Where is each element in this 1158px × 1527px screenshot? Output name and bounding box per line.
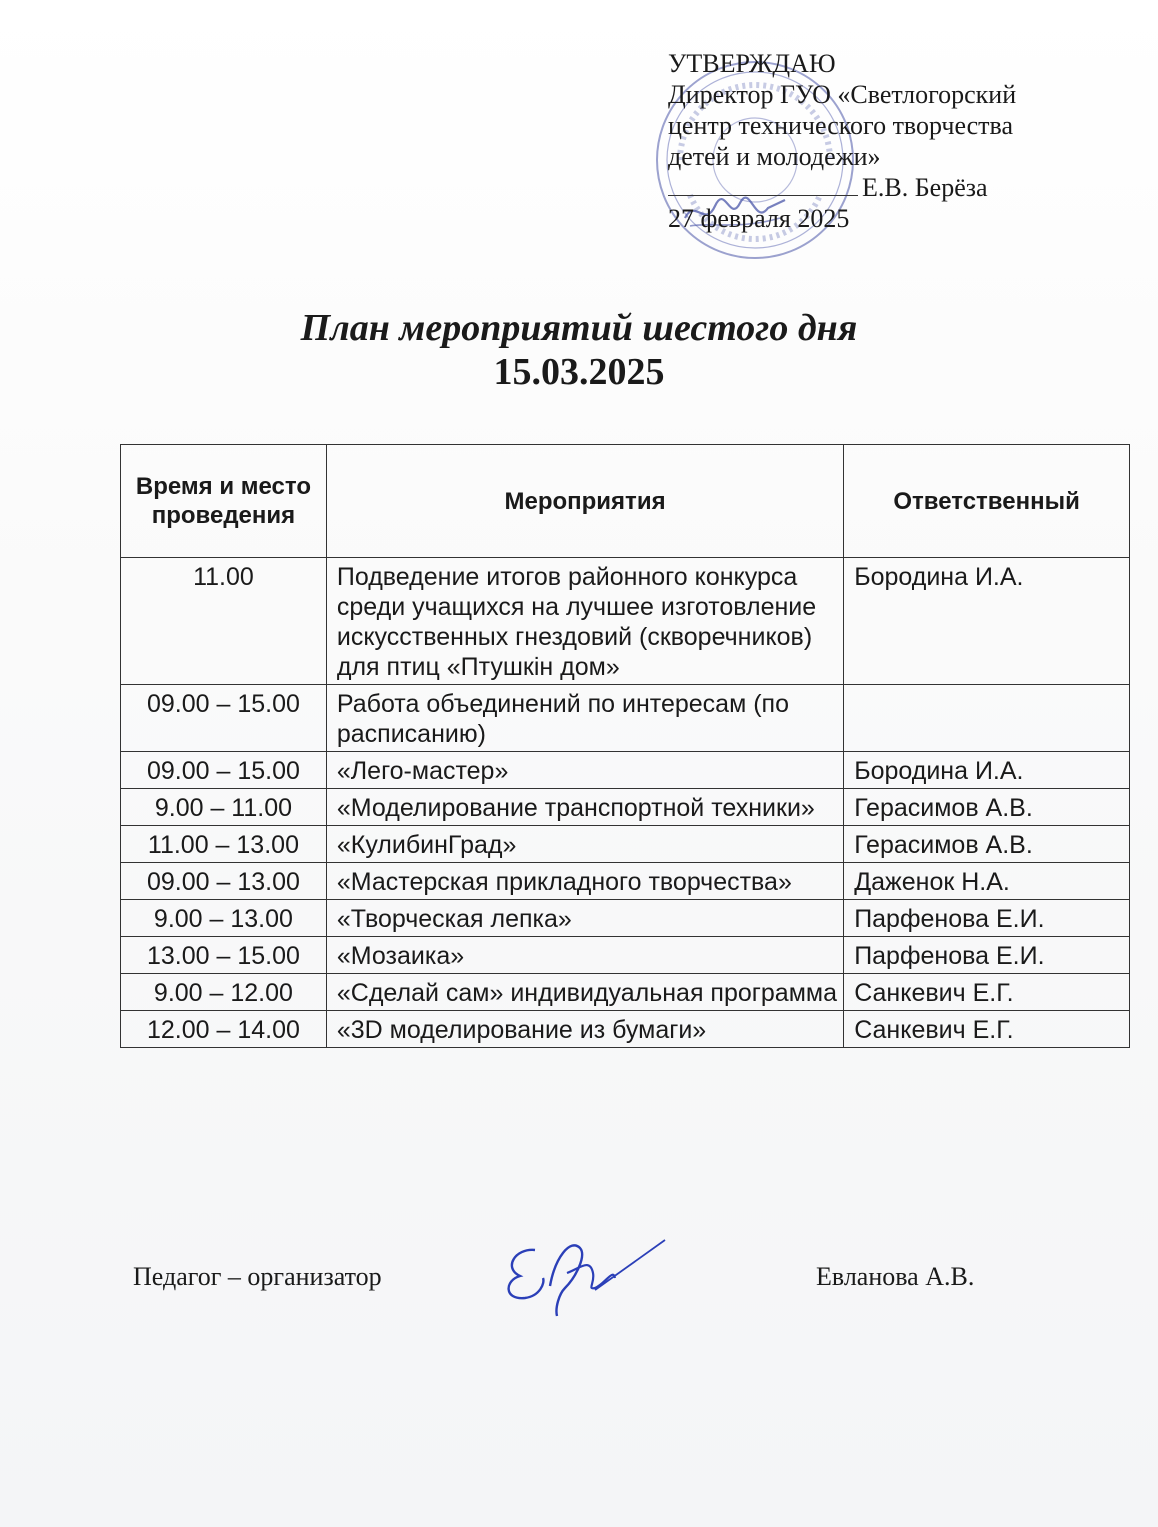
- cell-time: 9.00 – 13.00: [121, 900, 327, 937]
- cell-time: 9.00 – 11.00: [121, 789, 327, 826]
- cell-event: «КулибинГрад»: [326, 826, 843, 863]
- cell-event: «3D моделирование из бумаги»: [326, 1011, 843, 1048]
- cell-responsible: Санкевич Е.Г.: [844, 974, 1130, 1011]
- cell-event: «Творческая лепка»: [326, 900, 843, 937]
- footer-name: Евланова А.В.: [816, 1262, 975, 1291]
- table-row: [121, 558, 1130, 685]
- approval-signer: Е.В. Берёза: [862, 173, 988, 202]
- header-event: Мероприятия: [326, 445, 843, 558]
- title-main: План мероприятий шестого дня: [300, 307, 858, 349]
- approval-position-line-2: центр технического творчества: [668, 111, 1014, 140]
- cell-event: «Мастерская прикладного творчества»: [326, 863, 843, 900]
- table-row: [121, 900, 1130, 937]
- cell-responsible: Бородина И.А.: [844, 752, 1130, 789]
- cell-time: 09.00 – 15.00: [121, 752, 327, 789]
- page-title: [0, 306, 1158, 394]
- cell-responsible: Парфенова Е.И.: [844, 937, 1130, 974]
- header-time: Время и место проведения: [121, 445, 327, 558]
- cell-responsible: Герасимов А.В.: [844, 826, 1130, 863]
- approval-position-line-1: Директор ГУО «Светлогорский: [668, 80, 1017, 109]
- organizer-signature-icon: [495, 1228, 670, 1320]
- cell-event: «Моделирование транспортной техники»: [326, 789, 843, 826]
- table-row: [121, 752, 1130, 789]
- approval-signature-line: [668, 172, 1108, 203]
- cell-responsible: Даженок Н.А.: [844, 863, 1130, 900]
- cell-time: 09.00 – 15.00: [121, 685, 327, 752]
- cell-time: 09.00 – 13.00: [121, 863, 327, 900]
- cell-time: 9.00 – 12.00: [121, 974, 327, 1011]
- cell-event: Подведение итогов районного конкурса среди учащихся на лучшее изготовление искусственных гнездовий (скворечников) для птиц «Птушкін дом»: [326, 558, 843, 685]
- cell-time: 13.00 – 15.00: [121, 937, 327, 974]
- table-header-row: [121, 445, 1130, 558]
- events-table: [120, 444, 1130, 1048]
- approval-heading: УТВЕРЖДАЮ: [668, 49, 836, 78]
- table-row: [121, 826, 1130, 863]
- approval-block: [668, 48, 1108, 234]
- cell-event: «Сделай сам» индивидуальная программа: [326, 974, 843, 1011]
- header-responsible: Ответственный: [844, 445, 1130, 558]
- footer-role: Педагог – организатор: [133, 1262, 382, 1291]
- cell-event: «Мозаика»: [326, 937, 843, 974]
- title-date: 15.03.2025: [493, 351, 665, 393]
- table-row: [121, 863, 1130, 900]
- approval-date: 27 февраля 2025: [668, 204, 850, 233]
- cell-time: 12.00 – 14.00: [121, 1011, 327, 1048]
- cell-responsible: [844, 685, 1130, 752]
- cell-time: 11.00 – 13.00: [121, 826, 327, 863]
- cell-responsible: Бородина И.А.: [844, 558, 1130, 685]
- cell-time: 11.00: [121, 558, 327, 685]
- cell-event: «Лего-мастер»: [326, 752, 843, 789]
- table-row: [121, 1011, 1130, 1048]
- cell-responsible: Герасимов А.В.: [844, 789, 1130, 826]
- table-row: [121, 937, 1130, 974]
- cell-event: Работа объединений по интересам (по расписанию): [326, 685, 843, 752]
- cell-responsible: Санкевич Е.Г.: [844, 1011, 1130, 1048]
- table-row: [121, 685, 1130, 752]
- table-row: [121, 789, 1130, 826]
- approval-position-line-3: детей и молодежи»: [668, 142, 881, 171]
- cell-responsible: Парфенова Е.И.: [844, 900, 1130, 937]
- table-row: [121, 974, 1130, 1011]
- signature-blank: [668, 173, 858, 196]
